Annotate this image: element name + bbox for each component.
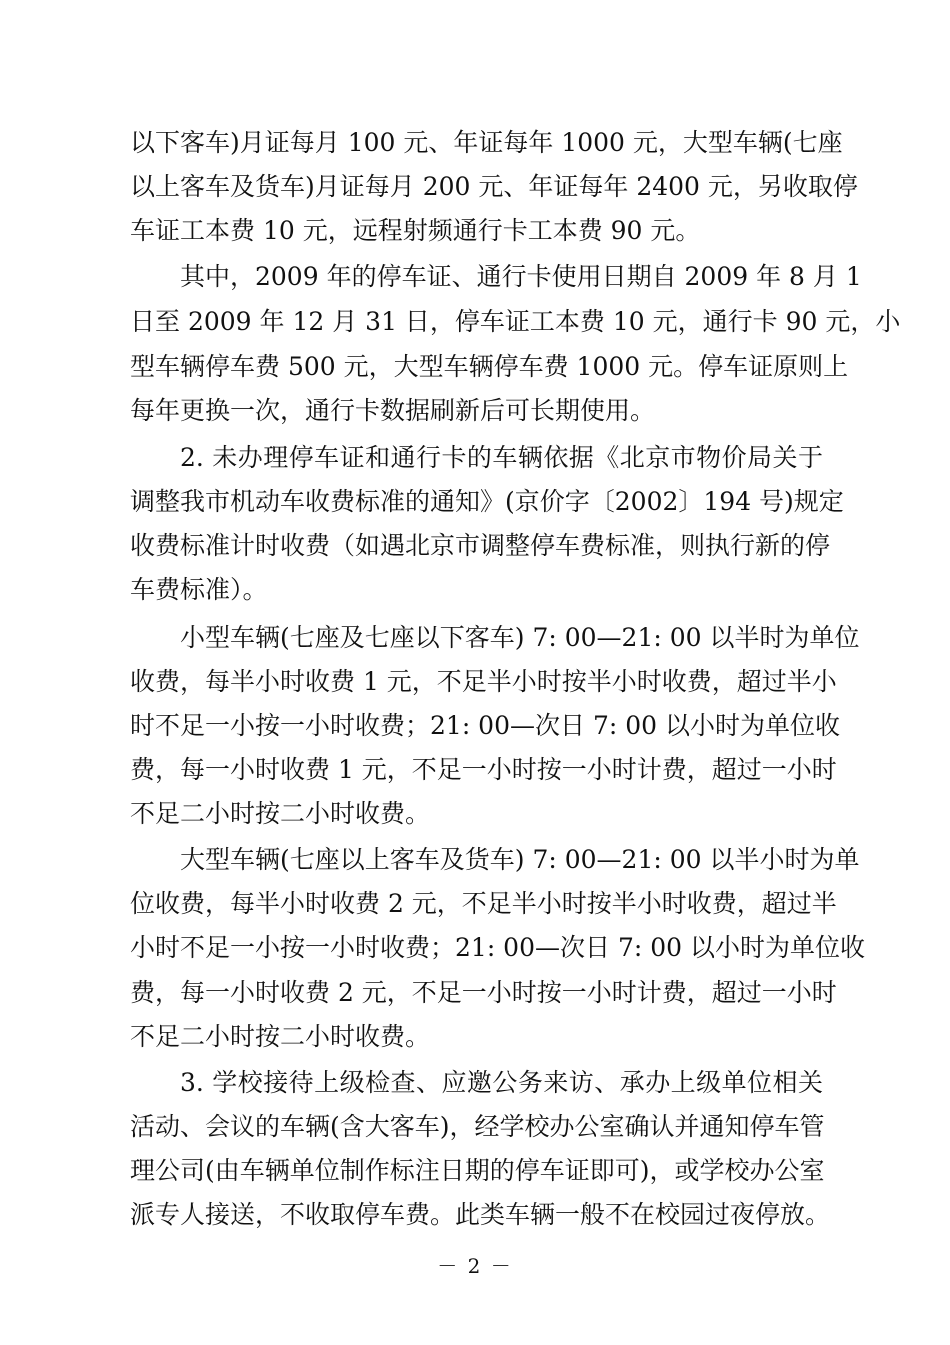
text-line: 收费，每半小时收费 1 元，不足半小时按半小时收费，超过半小 <box>130 667 837 696</box>
text-line: 以上客车及货车)月证每月 200 元、年证每年 2400 元，另收取停 <box>130 172 858 201</box>
text-line: 日至 2009 年 12 月 31 日，停车证工本费 10 元，通行卡 90 元，小 <box>130 307 901 336</box>
text-line: 以下客车)月证每月 100 元、年证每年 1000 元，大型车辆(七座 <box>130 128 843 157</box>
text-line: 大型车辆(七座以上客车及货车) 7: 00—21: 00 以半小时为单 <box>180 845 860 874</box>
text-line: 不足二小时按二小时收费。 <box>130 799 431 828</box>
text-line: 派专人接送，不收取停车费。此类车辆一般不在校园过夜停放。 <box>130 1200 831 1229</box>
text-line: 位收费，每半小时收费 2 元，不足半小时按半小时收费，超过半 <box>130 889 837 918</box>
text-line: 车证工本费 10 元，远程射频通行卡工本费 90 元。 <box>130 216 701 245</box>
text-line: 活动、会议的车辆(含大客车)，经学校办公室确认并通知停车管 <box>130 1112 825 1141</box>
text-line: 车费标准）。 <box>130 575 268 604</box>
text-line: 收费标准计时收费（如遇北京市调整停车费标准，则执行新的停 <box>130 531 831 560</box>
text-line: 理公司(由车辆单位制作标注日期的停车证即可)，或学校办公室 <box>130 1156 825 1185</box>
text-line: 每年更换一次，通行卡数据刷新后可长期使用。 <box>130 396 656 425</box>
text-line: 型车辆停车费 500 元，大型车辆停车费 1000 元。停车证原则上 <box>130 352 849 381</box>
text-line: 时不足一小按一小时收费；21: 00—次日 7: 00 以小时为单位收 <box>130 711 840 740</box>
text-line: 2. 未办理停车证和通行卡的车辆依据《北京市物价局关于 <box>180 443 823 472</box>
text-line: 3. 学校接待上级检查、应邀公务来访、承办上级单位相关 <box>180 1068 823 1097</box>
text-line: 费，每一小时收费 1 元，不足一小时按一小时计费，超过一小时 <box>130 755 837 784</box>
text-line: 小时不足一小按一小时收费；21: 00—次日 7: 00 以小时为单位收 <box>130 933 865 962</box>
text-line: 小型车辆(七座及七座以下客车) 7: 00—21: 00 以半时为单位 <box>180 623 860 652</box>
text-line: 其中，2009 年的停车证、通行卡使用日期自 2009 年 8 月 1 <box>180 262 862 291</box>
text-line: 调整我市机动车收费标准的通知》(京价字〔2002〕194 号)规定 <box>130 487 844 516</box>
text-line: 不足二小时按二小时收费。 <box>130 1022 431 1051</box>
page-number: － 2 － <box>437 1254 513 1278</box>
text-line: 费，每一小时收费 2 元，不足一小时按一小时计费，超过一小时 <box>130 978 837 1007</box>
